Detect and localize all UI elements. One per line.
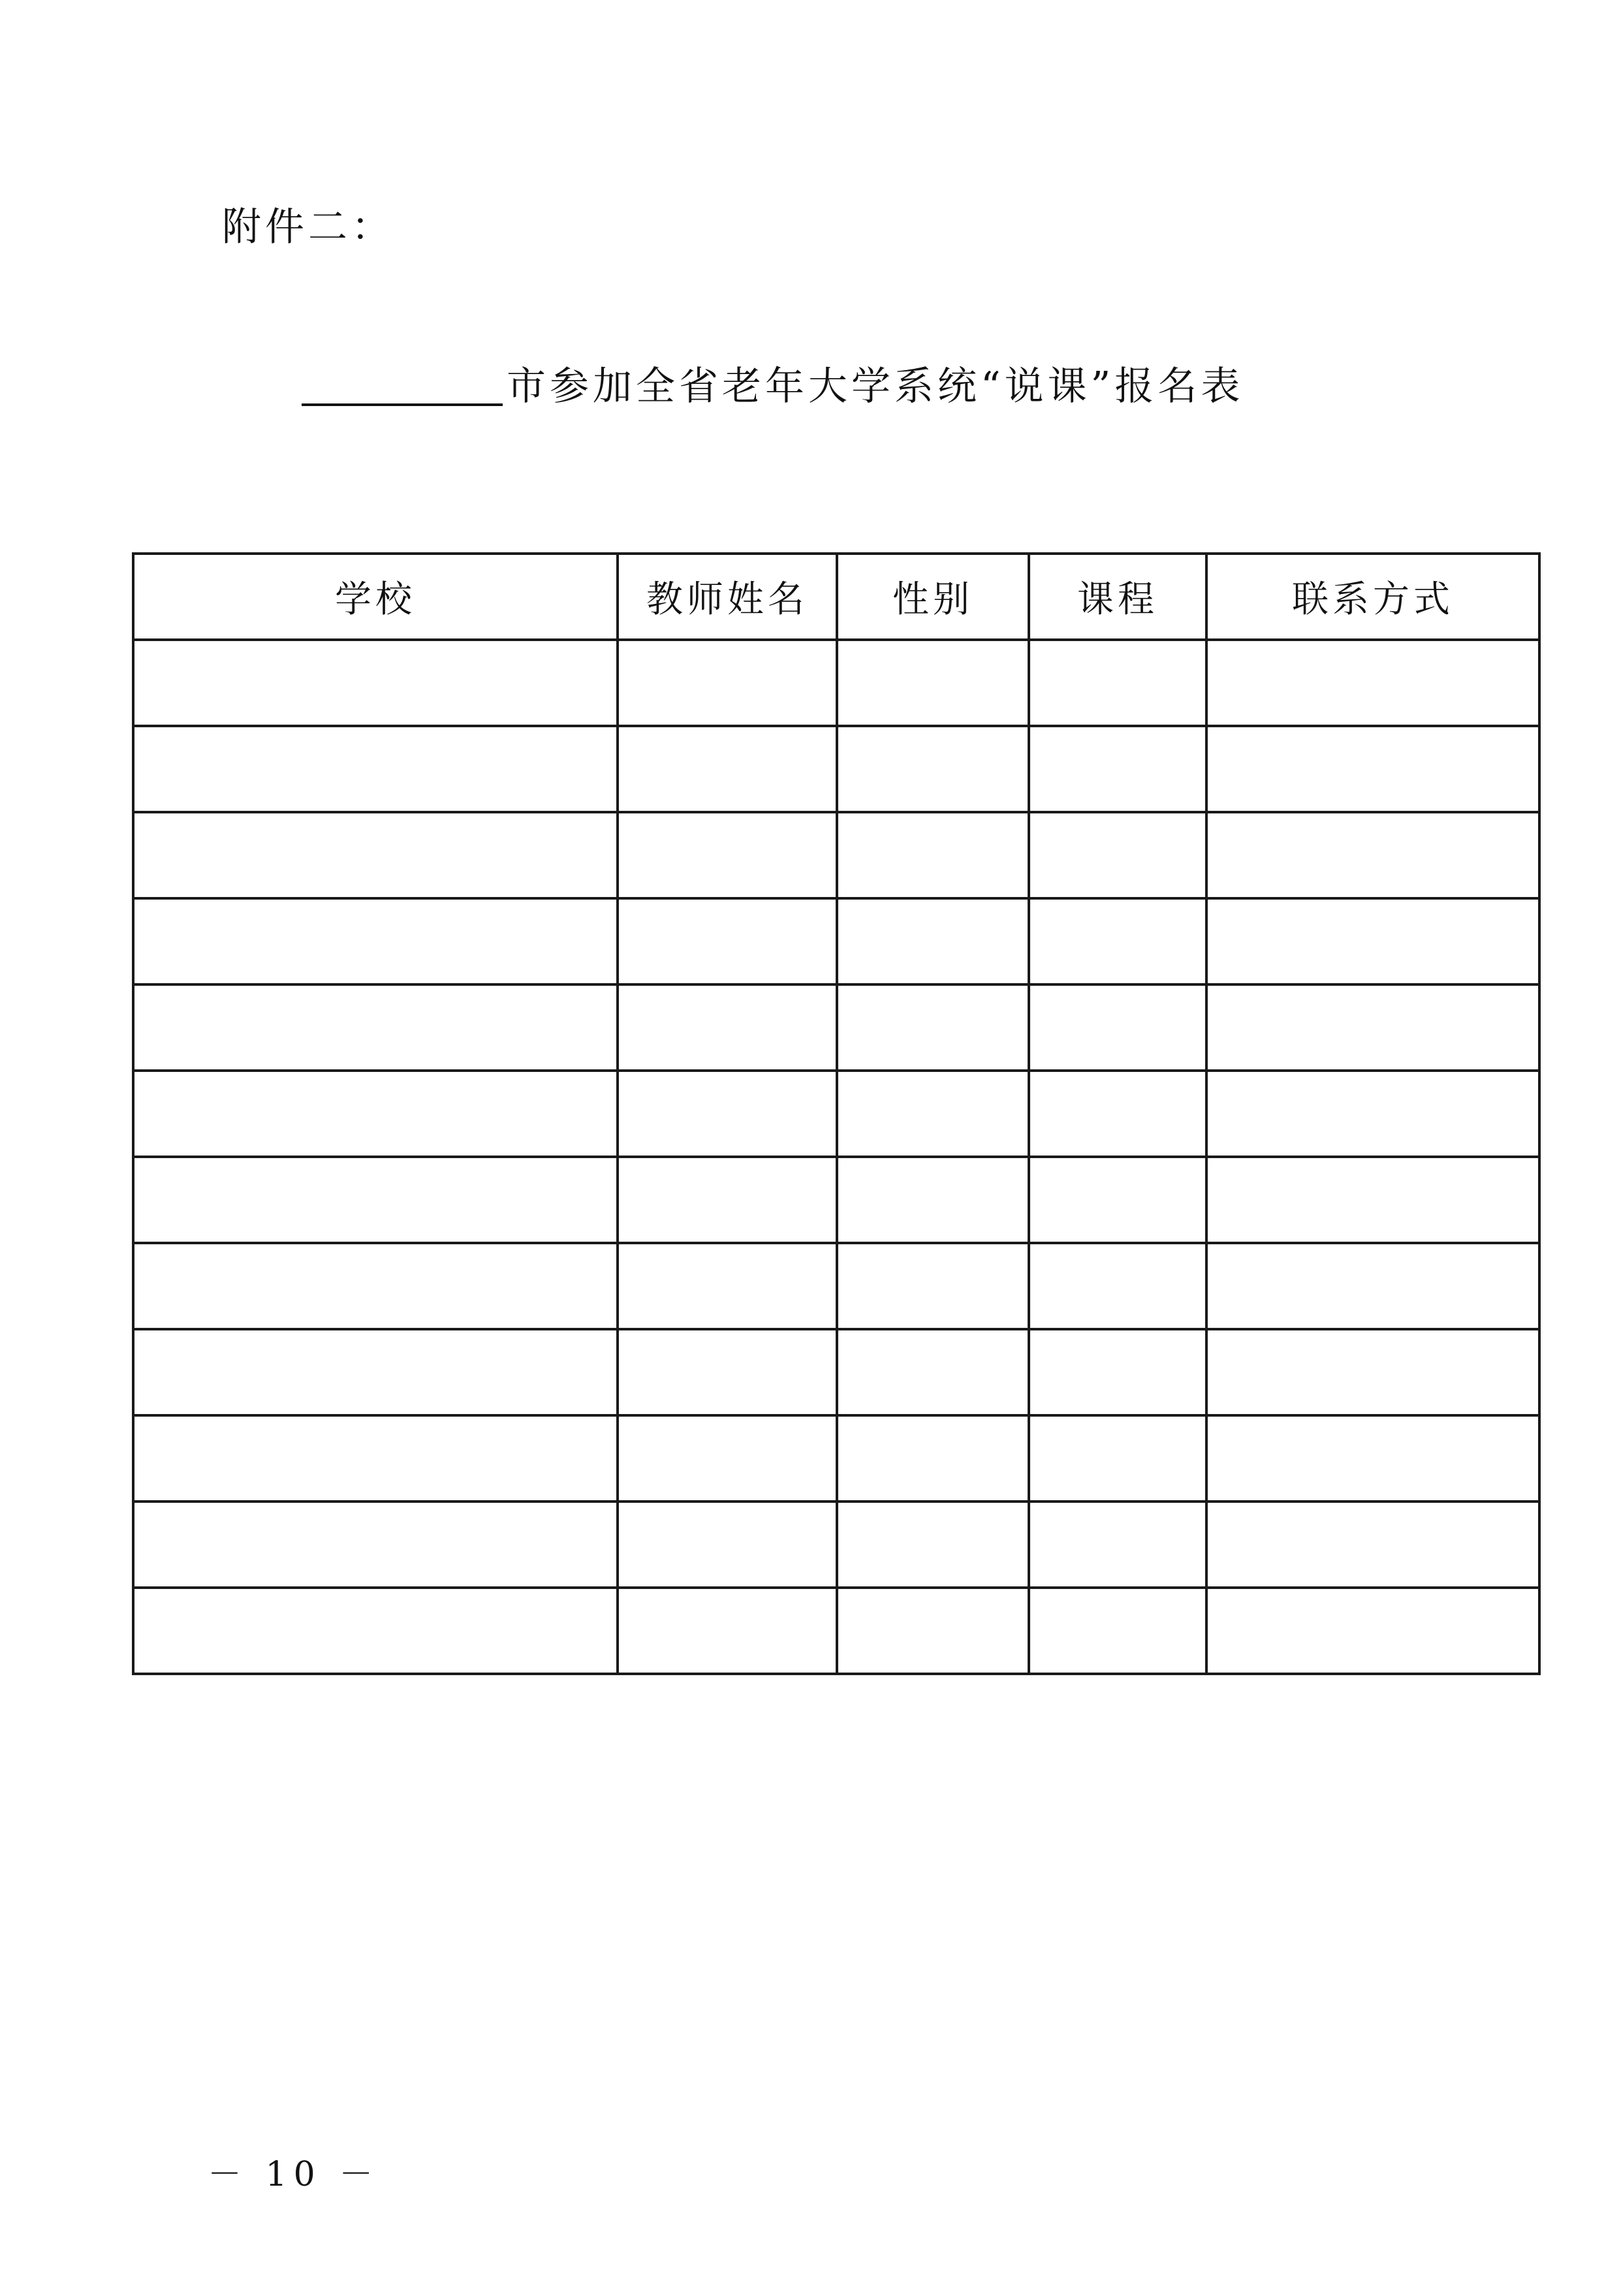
table-body xyxy=(133,640,1539,1674)
cell-school[interactable] xyxy=(133,984,618,1071)
cell-gender[interactable] xyxy=(837,640,1029,726)
page-number: － 10 － xyxy=(208,2155,380,2194)
cell-contact[interactable] xyxy=(1206,726,1539,812)
cell-teacher-name[interactable] xyxy=(618,898,837,984)
header-course: 课程 xyxy=(1029,554,1206,640)
cell-contact[interactable] xyxy=(1206,1415,1539,1502)
city-name-blank xyxy=(302,363,503,406)
table-row xyxy=(133,898,1539,984)
cell-course[interactable] xyxy=(1029,726,1206,812)
cell-teacher-name[interactable] xyxy=(618,726,837,812)
cell-contact[interactable] xyxy=(1206,1157,1539,1243)
cell-contact[interactable] xyxy=(1206,1329,1539,1415)
cell-gender[interactable] xyxy=(837,1588,1029,1674)
cell-school[interactable] xyxy=(133,640,618,726)
cell-course[interactable] xyxy=(1029,1415,1206,1502)
cell-teacher-name[interactable] xyxy=(618,1502,837,1588)
cell-teacher-name[interactable] xyxy=(618,1329,837,1415)
cell-course[interactable] xyxy=(1029,898,1206,984)
cell-teacher-name[interactable] xyxy=(618,1071,837,1157)
cell-course[interactable] xyxy=(1029,1329,1206,1415)
cell-teacher-name[interactable] xyxy=(618,640,837,726)
cell-course[interactable] xyxy=(1029,812,1206,898)
cell-gender[interactable] xyxy=(837,1243,1029,1329)
cell-gender[interactable] xyxy=(837,898,1029,984)
cell-contact[interactable] xyxy=(1206,812,1539,898)
cell-teacher-name[interactable] xyxy=(618,1157,837,1243)
form-title-text: 市参加全省老年大学系统“说课”报名表 xyxy=(507,364,1244,409)
cell-school[interactable] xyxy=(133,1157,618,1243)
cell-course[interactable] xyxy=(1029,1502,1206,1588)
header-gender: 性别 xyxy=(837,554,1029,640)
cell-course[interactable] xyxy=(1029,1071,1206,1157)
cell-school[interactable] xyxy=(133,898,618,984)
table-row xyxy=(133,984,1539,1071)
cell-gender[interactable] xyxy=(837,1415,1029,1502)
table-row xyxy=(133,726,1539,812)
cell-contact[interactable] xyxy=(1206,640,1539,726)
table-row xyxy=(133,1157,1539,1243)
header-teacher-name: 教师姓名 xyxy=(618,554,837,640)
cell-course[interactable] xyxy=(1029,1588,1206,1674)
cell-gender[interactable] xyxy=(837,1329,1029,1415)
cell-gender[interactable] xyxy=(837,726,1029,812)
cell-contact[interactable] xyxy=(1206,1243,1539,1329)
cell-school[interactable] xyxy=(133,1329,618,1415)
cell-gender[interactable] xyxy=(837,812,1029,898)
attachment-label: 附件二： xyxy=(222,204,394,250)
cell-gender[interactable] xyxy=(837,984,1029,1071)
table-row xyxy=(133,1502,1539,1588)
cell-contact[interactable] xyxy=(1206,1588,1539,1674)
cell-course[interactable] xyxy=(1029,640,1206,726)
table-row xyxy=(133,812,1539,898)
cell-contact[interactable] xyxy=(1206,1071,1539,1157)
cell-school[interactable] xyxy=(133,1502,618,1588)
table-row xyxy=(133,1415,1539,1502)
cell-teacher-name[interactable] xyxy=(618,1588,837,1674)
cell-teacher-name[interactable] xyxy=(618,1415,837,1502)
header-contact: 联系方式 xyxy=(1206,554,1539,640)
cell-school[interactable] xyxy=(133,1588,618,1674)
cell-school[interactable] xyxy=(133,1243,618,1329)
registration-table xyxy=(132,552,1541,1675)
cell-school[interactable] xyxy=(133,1415,618,1502)
cell-school[interactable] xyxy=(133,726,618,812)
cell-teacher-name[interactable] xyxy=(618,984,837,1071)
cell-gender[interactable] xyxy=(837,1071,1029,1157)
table-header-row xyxy=(133,554,1539,640)
cell-teacher-name[interactable] xyxy=(618,1243,837,1329)
table-row xyxy=(133,1243,1539,1329)
cell-course[interactable] xyxy=(1029,984,1206,1071)
header-school: 学校 xyxy=(133,554,618,640)
form-title xyxy=(302,363,1244,409)
table-row xyxy=(133,1071,1539,1157)
cell-contact[interactable] xyxy=(1206,984,1539,1071)
cell-teacher-name[interactable] xyxy=(618,812,837,898)
table-row xyxy=(133,640,1539,726)
cell-school[interactable] xyxy=(133,812,618,898)
cell-contact[interactable] xyxy=(1206,1502,1539,1588)
cell-gender[interactable] xyxy=(837,1157,1029,1243)
cell-school[interactable] xyxy=(133,1071,618,1157)
cell-contact[interactable] xyxy=(1206,898,1539,984)
cell-course[interactable] xyxy=(1029,1243,1206,1329)
cell-gender[interactable] xyxy=(837,1502,1029,1588)
table-row xyxy=(133,1588,1539,1674)
table-row xyxy=(133,1329,1539,1415)
cell-course[interactable] xyxy=(1029,1157,1206,1243)
